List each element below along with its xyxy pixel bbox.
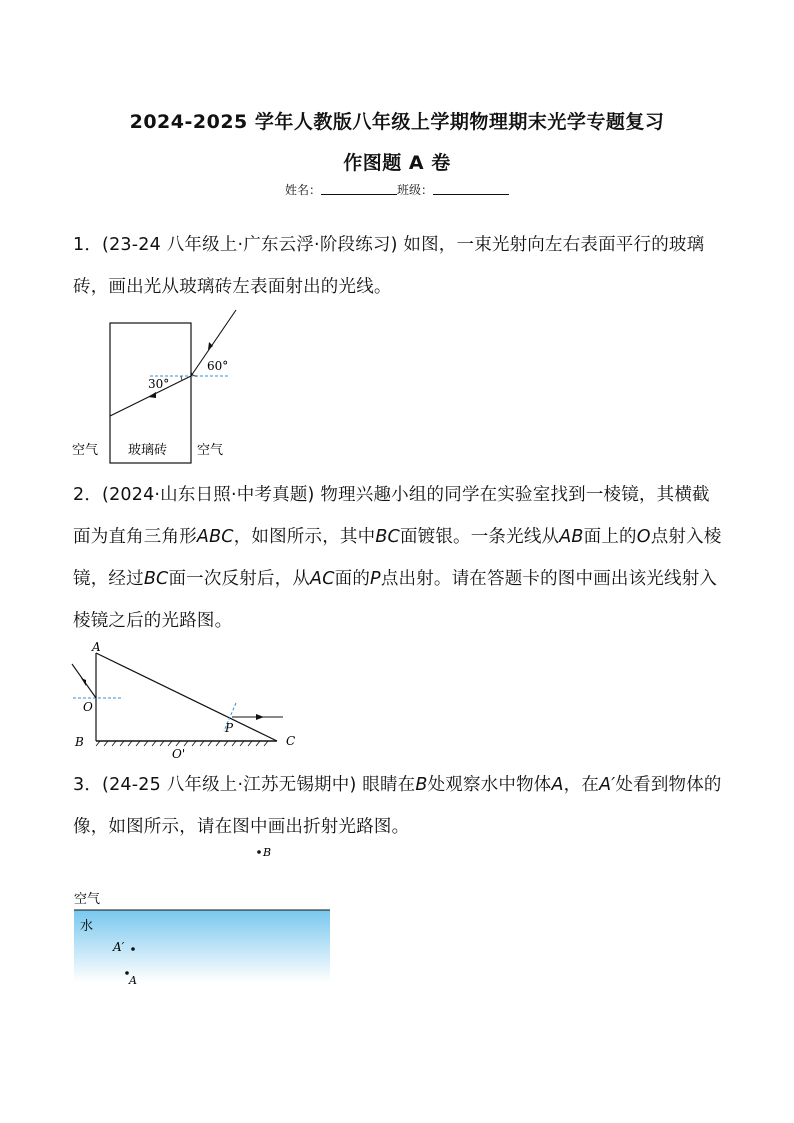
label-o: O <box>83 700 93 714</box>
text-part: 物理兴趣小组的同学在实验室找到一棱镜，其横截面为直角三角形 <box>73 485 710 547</box>
text-part: 处观察水中物体 <box>427 775 552 795</box>
question-source: (23-24 八年级上·广东云浮·阶段练习) <box>102 235 398 255</box>
label-p: P <box>225 721 234 735</box>
question-source: (2024·山东日照·中考真题) <box>102 485 315 505</box>
emergent-arrow-icon <box>256 714 264 720</box>
incident-arrow-icon <box>208 342 213 350</box>
text-part: ，如图所示，其中 <box>233 527 376 547</box>
angle-label-60: 60° <box>207 359 229 373</box>
prism-figure <box>70 638 310 762</box>
var-p: P <box>370 569 381 589</box>
angle-label-30: 30° <box>148 377 170 391</box>
side-ac <box>96 653 277 741</box>
student-info <box>0 181 794 198</box>
text-part: 面上的 <box>583 527 637 547</box>
label-o-prime: O' <box>172 747 186 761</box>
label-a: A <box>92 640 101 654</box>
text-part: 处看到物体的像，如图所示，请在图中画出折射光路图。 <box>73 775 722 837</box>
incident-arrow-icon <box>81 678 86 686</box>
label-glass: 玻璃砖 <box>128 443 168 458</box>
question-source: (24-25 八年级上·江苏无锡期中) <box>102 775 357 795</box>
question-3 <box>73 764 723 848</box>
label-a-prime: A′ <box>113 940 125 954</box>
label-a: A <box>129 974 137 987</box>
var-abc: ABC <box>196 527 234 547</box>
var-bc: BC <box>143 569 169 589</box>
label-c: C <box>286 734 296 748</box>
var-bc: BC <box>375 527 400 547</box>
label-air-left: 空气 <box>72 443 99 458</box>
angle-arc-inner <box>181 376 182 380</box>
question-text: 如图，一束光射向左右表面平行的玻璃砖，画出光从玻璃砖左表面射出的光线。 <box>73 235 705 297</box>
label-b: B <box>263 846 272 859</box>
water-figure <box>70 840 335 990</box>
page-subtitle: 作图题 A 卷 <box>343 152 451 174</box>
text-part: 点射入棱镜，经过 <box>73 527 722 589</box>
point-b-dot <box>257 850 261 854</box>
text-part: 面的 <box>334 569 371 589</box>
question-number: 2． <box>73 485 103 505</box>
var-a-prime: A′ <box>599 775 616 795</box>
label-water: 水 <box>80 919 94 934</box>
var-b: B <box>415 775 428 795</box>
silver-hatch <box>96 741 268 746</box>
name-blank[interactable] <box>321 182 397 195</box>
refracted-arrow-icon <box>148 392 156 398</box>
glass-brick-figure <box>70 306 250 466</box>
name-label: 姓名： <box>284 183 321 197</box>
text-part: 眼睛在 <box>362 775 416 795</box>
question-2 <box>73 474 723 642</box>
text-part: 面一次反射后，从 <box>168 569 311 589</box>
text-part: ，在 <box>563 775 600 795</box>
page-title: 2024-2025 学年人教版八年级上学期物理期末光学专题复习 <box>129 111 665 133</box>
class-label: 班级： <box>397 183 434 197</box>
question-number: 1． <box>73 235 103 255</box>
var-ab: AB <box>559 527 584 547</box>
question-number: 3． <box>73 775 103 795</box>
text-part: 点出射。请在答题卡的图中画出该光线射入棱镜之后的光路图。 <box>73 569 718 631</box>
var-ac: AC <box>310 569 335 589</box>
text-part: 面镀银。一条光线从 <box>399 527 560 547</box>
label-b: B <box>75 735 84 749</box>
class-blank[interactable] <box>433 182 509 195</box>
var-o: O <box>636 527 651 547</box>
label-air: 空气 <box>74 892 101 907</box>
label-air-right: 空气 <box>197 443 224 458</box>
point-a-prime-dot <box>131 947 135 951</box>
var-a: A <box>551 775 564 795</box>
glass-brick <box>110 323 191 463</box>
question-1 <box>73 224 723 308</box>
